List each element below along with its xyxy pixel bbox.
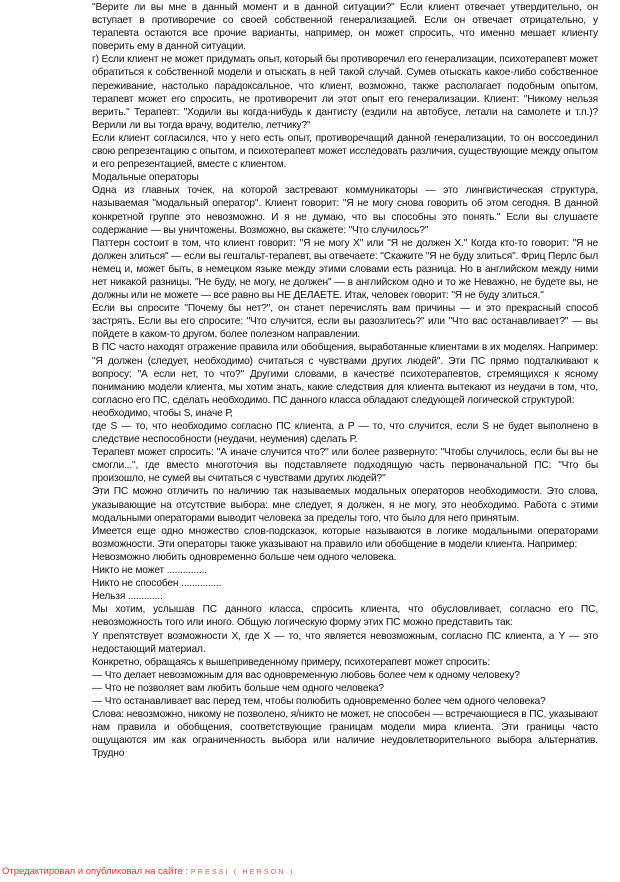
paragraph: г) Если клиент не может придумать опыт, который бы противоречил его генерализации, психотерапевт может обратиться к собственной модели и отыскать в ней такой случай. Сумев отыскать какое-либо собственное переживание, настолько парадоксальное, что клиент, возможно, также располагает подобным опытом, терапевт может его спросить, не противоречит ли этот опыт его генерализации. Клиент: "Никому нельзя верить." Терапевт: "Ходили вы когда-нибудь к дантисту (ездили на автобусе, летали на самолете и т.п.)? Верили ли вы тогда врачу, водителю, летчику?" [92, 54, 598, 131]
footer-separator: : [185, 866, 189, 877]
paragraph: Y препятствует возможности X, где X — то, что является невозможным, согласно ПС клиента, а Y — это недостающий материал. [92, 630, 598, 655]
paragraph: Эти ПС можно отличить по наличию так называемых модальных операторов необходимости. Это слова, указывающие на отсутствие выбора: мне следует, я должен, я не могу, это необходимо. Работа с этими модальными операторами выводит человека за пределы того, что было для него принятым. [92, 486, 598, 524]
example-line: Никто не способен ............... [92, 578, 222, 590]
paragraph: Имеется еще одно множество слов-подсказок, которые называются в логике модальными операторами возможности. Эти операторы также указывают на правило или обобщение в модели клиента. Например: [92, 525, 598, 550]
paragraph: Терапевт может спросить: "А иначе случится что?" или более развернуто: "Чтобы случилось, если бы вы не смогли...", где вместо многоточия вы подставляете подходящую часть первоначальной ПС: "Что бы произошло, не сумей вы считаться с чувствами других людей?" [92, 447, 598, 485]
example-line: Нельзя ............. [92, 591, 163, 603]
example-line: Никто не может ............... [92, 565, 207, 577]
footer-label: Отредактировал и опубликовал на сайте [2, 866, 183, 877]
question-line: — Что останавливает вас перед тем, чтобы полюбить одновременно более чем одного человека? [92, 695, 546, 707]
paragraph: Паттерн состоит в том, что клиент говорит: "Я не могу X" или "Я не должен X." Когда кто-то говорит: "Я не должен злиться" — если вы гештальт-терапевт, вы отвечаете: "Скажите "Я не буду злиться". Фриц Перлс был немец и, может быть, в немецком языке между этими словами есть разница. Но в английском между ними нет никакой разницы. "Не буду, не могу, не должен" — в английском одно и то же Неважно, не будете вы, не должны или не можете — все равно вы НЕ ДЕЛАЕТЕ. Итак, человек говорит: "Я не буду злиться." [92, 237, 598, 302]
example-line: Невозможно любить одновременно больше чем одного человека. [92, 551, 397, 563]
footer-credit [2, 866, 294, 877]
footer-site-link[interactable]: PRESSI ( HERSON ) [190, 869, 295, 876]
question-line: — Что не позволяет вам любить больше чем одного человека? [92, 682, 384, 694]
question-line: — Что делает невозможным для вас одновременную любовь более чем к одному человеку? [92, 669, 520, 681]
section-heading: Модальные операторы [92, 172, 199, 184]
paragraph: Конкретно, обращаясь к вышеприведенному примеру, психотерапевт может спросить: [92, 656, 490, 668]
paragraph: Мы хотим, услышав ПС данного класса, спросить клиента, что обусловливает, согласно его ПС, невозможность того или иного. Общую логическую форму этих ПС можно представить так: [92, 604, 598, 629]
paragraph: Если клиент согласился, что у него есть опыт, противоречащий данной генерализации, то он воссоединил свою репрезентацию с опытом, и психотерапевт может исследовать различия, существующие между опытом и его репрезентацией, вместе с клиентом. [92, 132, 598, 171]
paragraph: где S — то, что необходимо согласно ПС клиента, а Р — то, что случится, если S не будет выполнено в следствие неспособности (неудачи, неумения) сделать Р. [92, 421, 598, 446]
paragraph: В ПС часто находят отражение правила или обобщения, выработанные клиентами в их моделях. Например: "Я должен (следует, необходимо) считаться с чувствами других людей". Эти ПС прямо подталкивают к вопросу: "А если нет, то что?" Другими словами, в качестве психотерапевтов, стремящихся к ясному пониманию модели клиента, мы хотим знать, какие следствия для клиента вытекают из неудачи в том, что, согласно его ПС, сделать необходимо. ПС данного класса обладают следующей логической структурой: [92, 342, 598, 406]
paragraph: "Верите ли вы мне в данный момент и в данной ситуации?" Если клиент отвечает утвердительно, он вступает в противоречие со своей собственной генерализацией. Если он отвечает отрицательно, у терапевта остаются все прочие варианты, например, он может спросить, что именно мешает клиенту поверить ему в данной ситуации. [92, 2, 598, 53]
paragraph: Если вы спросите "Почему бы нет?", он станет перечислять вам причины — и это прекрасный способ застрять. Если вы его спросите: "Что случится, если вы разозлитесь?" или "Что вас останавливает?" — вы пойдете в каком-то другом, более полезном направлении. [92, 303, 598, 341]
paragraph: Слова: невозможно, никому не позволено, я/никто не может, не способен — встречающиеся в ПС, указывают нам правила и обобщения, соответствующие границам модели мира клиента. Эти границы часто ощущаются им как ограниченность выбора или наличие неудовлетворительного выбора альтернатив. Трудно [92, 709, 598, 760]
formula-line: необходимо, чтобы S, иначе Р, [92, 407, 233, 419]
document-body [92, 1, 598, 760]
paragraph: Одна из главных точек, на которой застревают коммуникаторы — это лингвистическая структура, называемая "модальный оператор". Клиент говорит: "Я не могу снова говорить об этом сегодня. В данной конкретной группе это невозможно. И я не думаю, что вы способны это понять." Если вы слушаете содержание — вы уничтожены. Возможно, вы скажете: "Что случилось?" [92, 185, 598, 236]
